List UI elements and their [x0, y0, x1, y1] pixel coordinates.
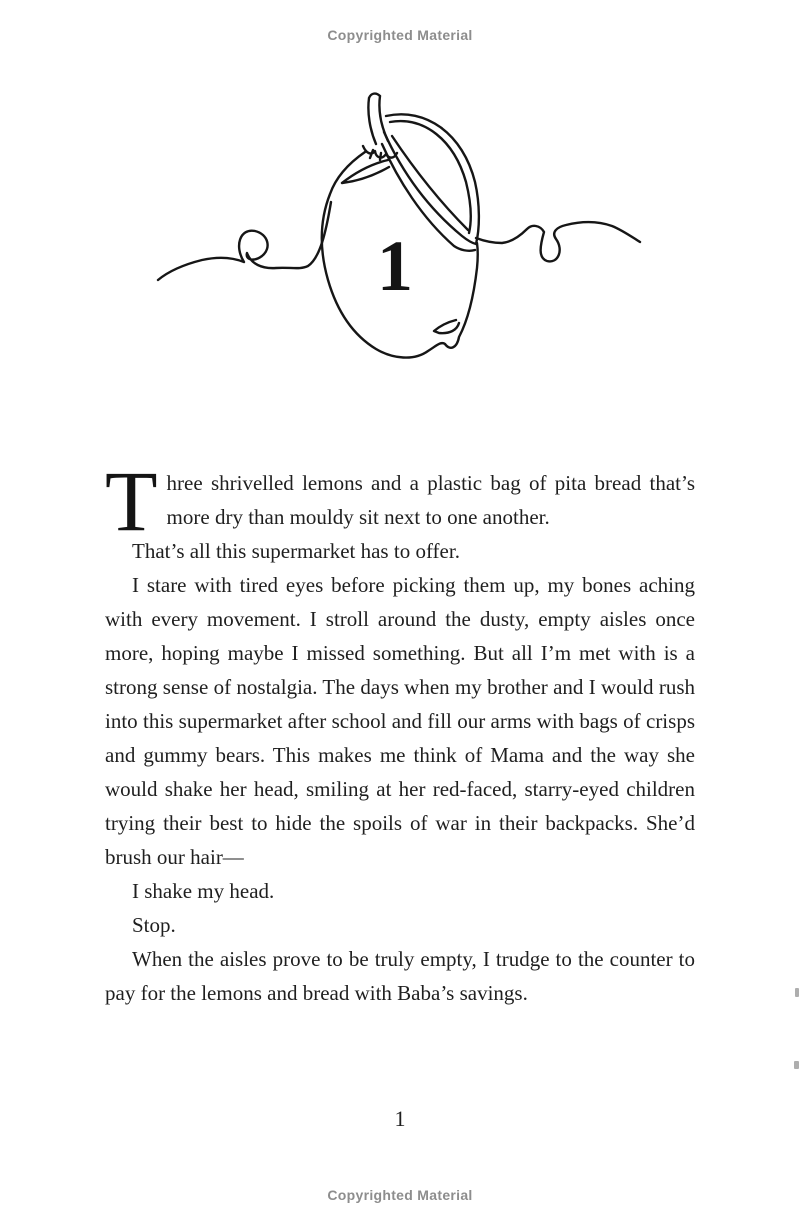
lemon-illustration-svg	[130, 80, 670, 360]
paragraph	[105, 453, 695, 549]
lemon-tip-detail	[434, 320, 459, 333]
drop-cap: T	[105, 453, 158, 549]
paragraph-text: hree shrivelled lemons and a plastic bag of pita bread that’s more dry than mouldy sit next to one another.	[166, 471, 695, 529]
page-number: 1	[394, 1106, 406, 1131]
scan-artifact	[795, 988, 799, 997]
paragraph: When the aisles prove to be truly empty, I trudge to the counter to pay for the lemons and bread with Baba’s savings.	[105, 947, 695, 1005]
right-squiggle-line	[476, 222, 640, 261]
chapter-number: 1	[377, 226, 413, 306]
paragraph: I shake my head.	[132, 879, 275, 903]
left-squiggle-line	[158, 202, 331, 280]
leaf-inner-margin	[390, 121, 471, 233]
page-text	[105, 453, 695, 1010]
paragraph: That’s all this supermarket has to offer.	[132, 539, 460, 563]
copyright-notice-bottom: Copyrighted Material	[327, 1187, 473, 1203]
paragraph: Stop.	[132, 913, 176, 937]
copyright-notice-top: Copyrighted Material	[327, 27, 473, 43]
scan-artifact	[794, 1061, 799, 1069]
chapter-illustration	[130, 80, 670, 360]
paragraph: I stare with tired eyes before picking them up, my bones aching with every movement. I stroll around the dusty, empty aisles once more, hoping maybe I missed something. But all I’m met with is a strong sense of nostalgia. The days when my brother and I would rush into this supermarket after school and fill our arms with bags of crisps and gummy bears. This makes me think of Mama and the way she would shake her head, smiling at her red-faced, starry-eyed children trying their best to hide the spoils of war in their backpacks. She’d brush our hair—	[105, 573, 695, 869]
